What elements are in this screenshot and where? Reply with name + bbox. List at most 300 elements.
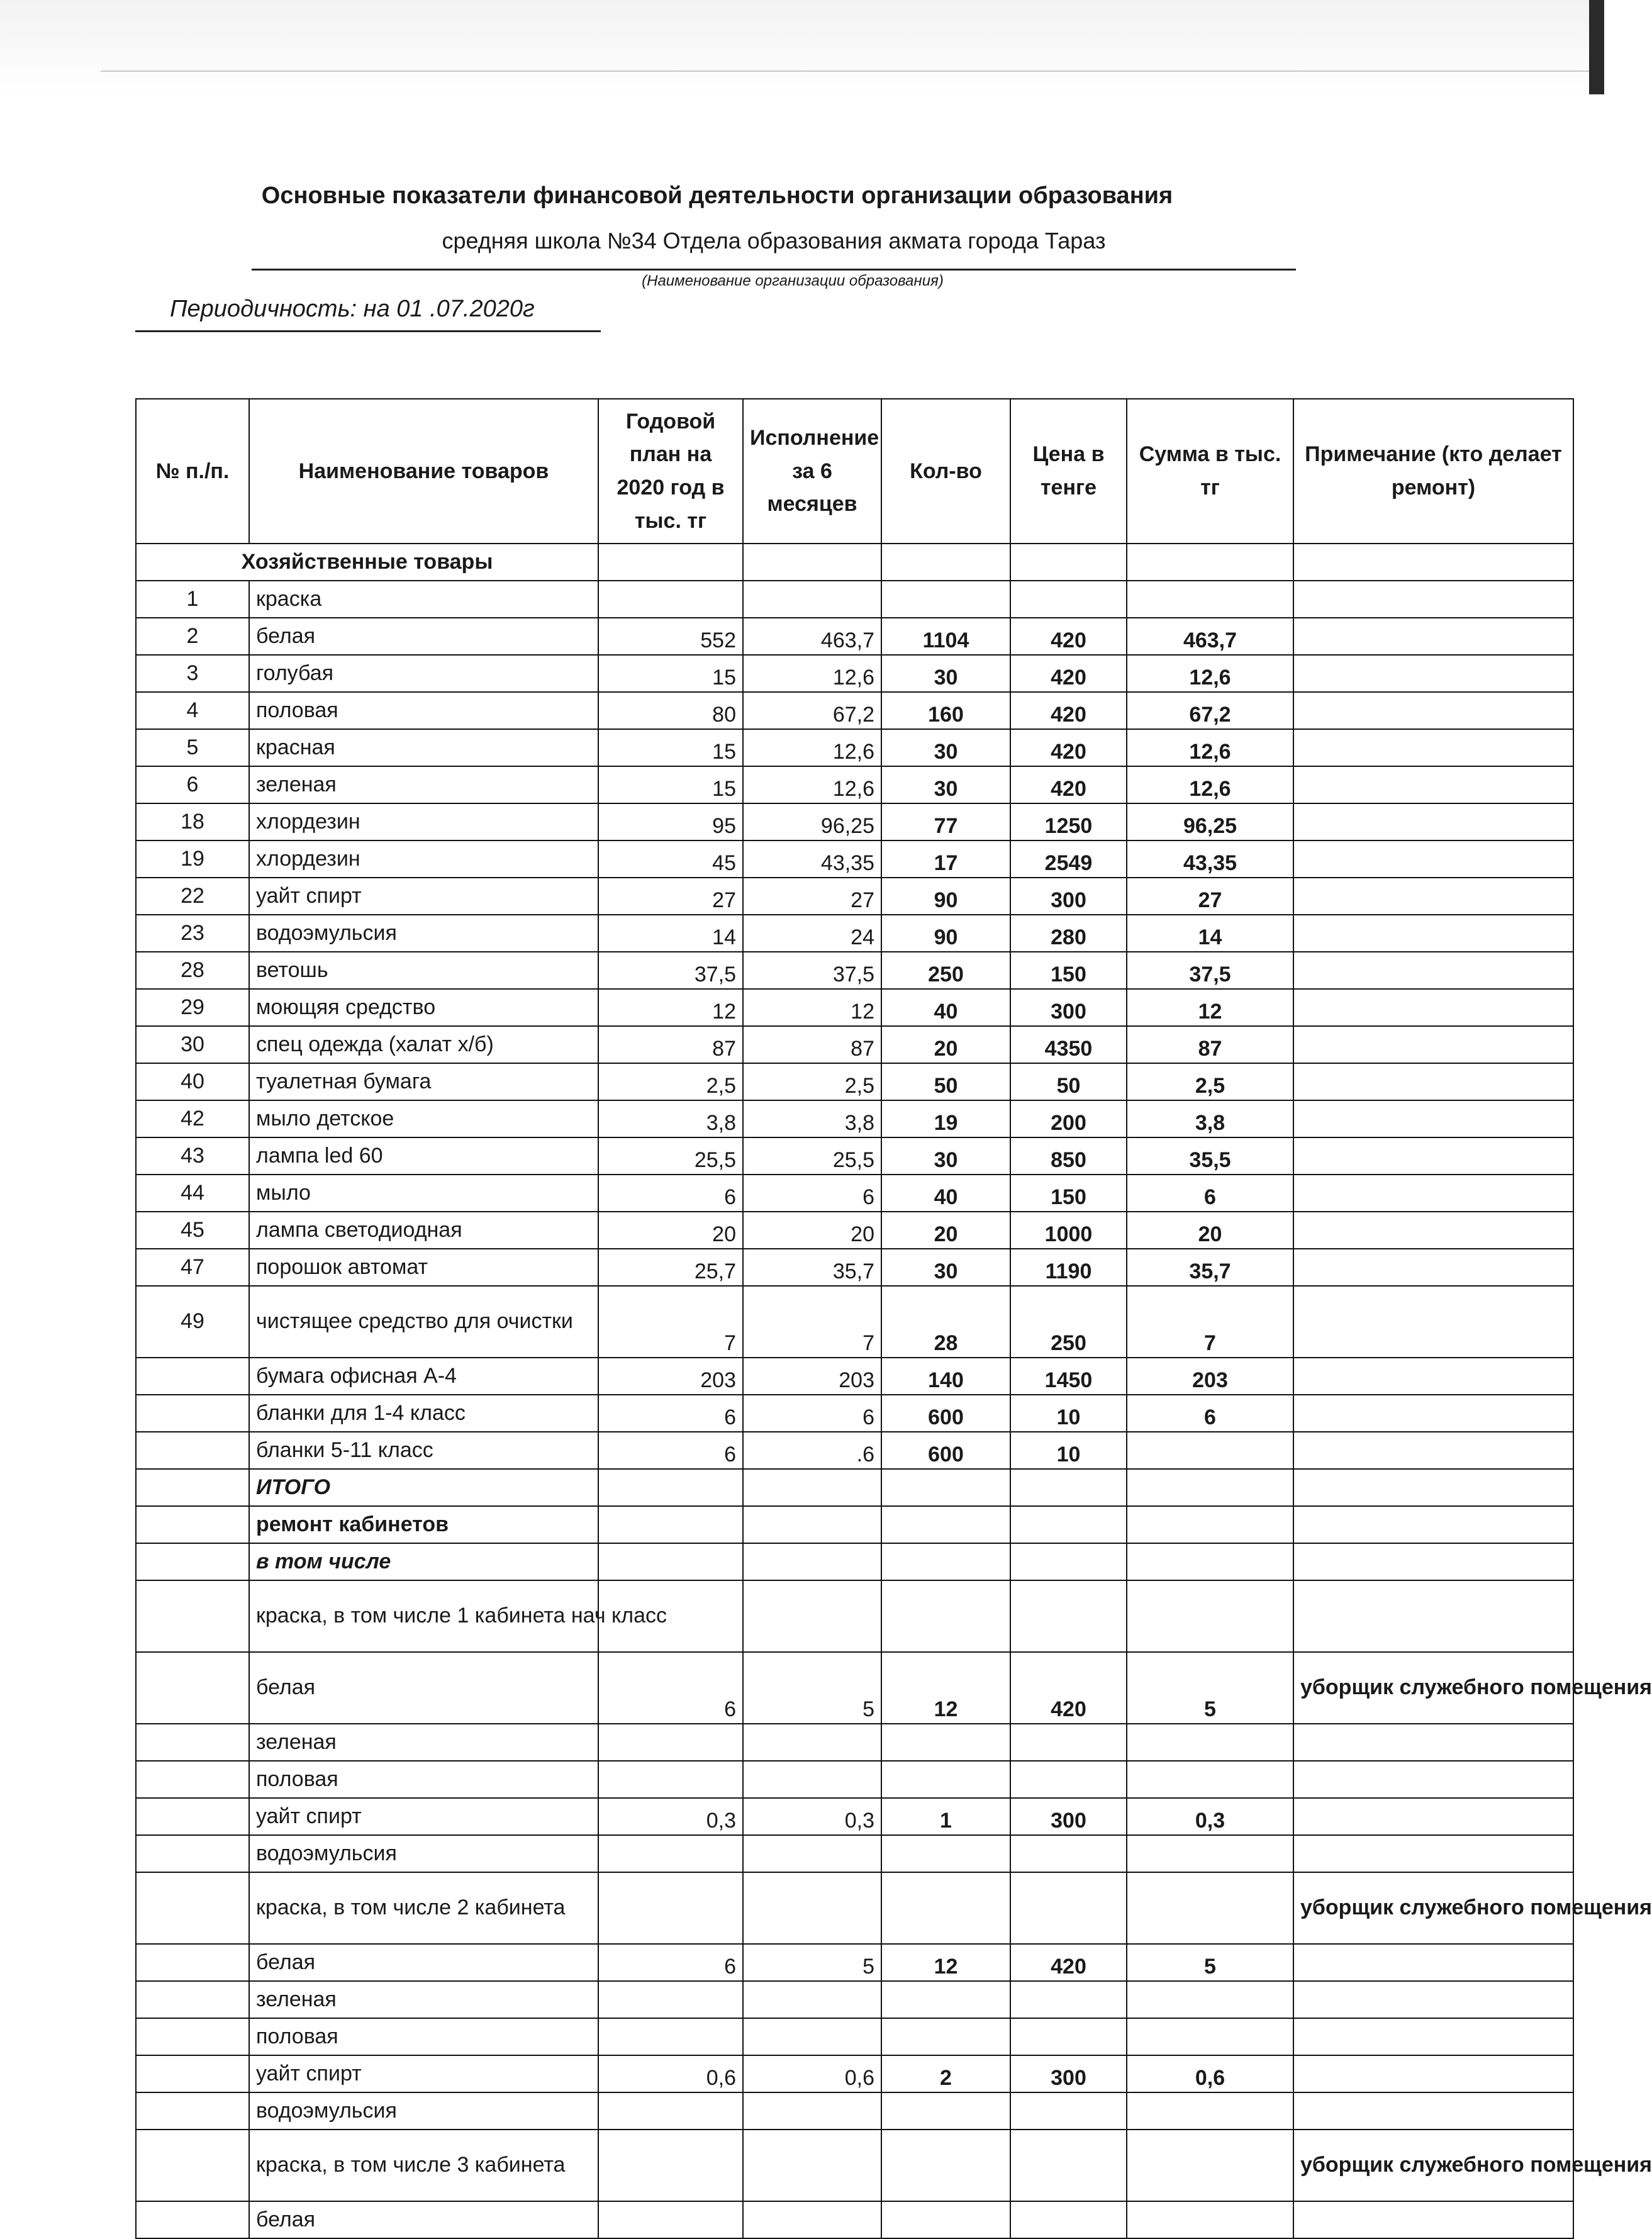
row-number: 1 — [136, 581, 249, 618]
organization-underline — [252, 269, 1296, 271]
row-price — [1010, 1724, 1127, 1761]
row-sum: 20 — [1127, 1212, 1293, 1249]
row-note — [1293, 1761, 1573, 1798]
row-number: 43 — [136, 1137, 249, 1175]
row-plan: 87 — [598, 1026, 743, 1063]
row-number — [136, 1798, 249, 1835]
row-quantity: 250 — [881, 952, 1010, 989]
row-plan — [598, 1981, 743, 2018]
row-price — [1010, 2201, 1127, 2238]
row-name: хлордезин — [249, 803, 598, 840]
row-execution: 463,7 — [743, 618, 881, 655]
row-sum — [1127, 1543, 1293, 1580]
row-note — [1293, 2055, 1573, 2092]
periodicity-underline — [135, 330, 601, 332]
row-sum: 5 — [1127, 1652, 1293, 1724]
row-name: бланки 5-11 класс — [249, 1432, 598, 1469]
row-sum — [1127, 1724, 1293, 1761]
row-name: белая — [249, 618, 598, 655]
row-number — [136, 1469, 249, 1506]
row-execution — [743, 1761, 881, 1798]
table-header-row — [136, 399, 1573, 544]
row-note — [1293, 1798, 1573, 1835]
row-sum: 27 — [1127, 878, 1293, 915]
row-quantity — [881, 581, 1010, 618]
row-name: голубая — [249, 655, 598, 692]
row-price — [1010, 1506, 1127, 1543]
row-name: краска — [249, 581, 598, 618]
row-price: 250 — [1010, 1286, 1127, 1358]
row-note — [1293, 1249, 1573, 1286]
row-name: половая — [249, 2018, 598, 2055]
row-plan: 14 — [598, 915, 743, 952]
row-quantity — [881, 2130, 1010, 2201]
row-number — [136, 2018, 249, 2055]
row-price: 420 — [1010, 1944, 1127, 1981]
row-quantity: 30 — [881, 1249, 1010, 1286]
row-execution — [743, 2201, 881, 2238]
row-quantity: 2 — [881, 2055, 1010, 2092]
row-execution: 37,5 — [743, 952, 881, 989]
row-quantity: 12 — [881, 1944, 1010, 1981]
row-name: уайт спирт — [249, 878, 598, 915]
row-number — [136, 1724, 249, 1761]
row-note — [1293, 1944, 1573, 1981]
row-name: ветошь — [249, 952, 598, 989]
row-name: белая — [249, 2201, 598, 2238]
row-sum: 96,25 — [1127, 803, 1293, 840]
table-row — [136, 840, 1573, 878]
row-number: 2 — [136, 618, 249, 655]
table-row — [136, 1358, 1573, 1395]
row-plan — [598, 1506, 743, 1543]
row-plan: 27 — [598, 878, 743, 915]
row-number: 29 — [136, 989, 249, 1026]
row-note — [1293, 1137, 1573, 1175]
row-plan: 25,5 — [598, 1137, 743, 1175]
scan-dark-edge — [1589, 0, 1604, 94]
row-sum: 12 — [1127, 989, 1293, 1026]
row-sum: 203 — [1127, 1358, 1293, 1395]
row-name: уайт спирт — [249, 2055, 598, 2092]
row-execution: 67,2 — [743, 692, 881, 729]
row-execution: 12,6 — [743, 729, 881, 766]
row-name: краска, в том числе 1 кабинета нач класс — [249, 1580, 598, 1652]
row-execution — [743, 2130, 881, 2201]
col-header-name: Наименование товаров — [249, 399, 598, 544]
row-price: 200 — [1010, 1100, 1127, 1137]
row-plan: 6 — [598, 1175, 743, 1212]
row-price — [1010, 1469, 1127, 1506]
row-price: 150 — [1010, 1175, 1127, 1212]
row-number: 47 — [136, 1249, 249, 1286]
row-name: туалетная бумага — [249, 1063, 598, 1100]
row-price: 300 — [1010, 989, 1127, 1026]
row-name: зеленая — [249, 766, 598, 803]
row-plan: 7 — [598, 1286, 743, 1358]
row-sum: 12,6 — [1127, 655, 1293, 692]
table-row — [136, 1100, 1573, 1137]
row-plan: 95 — [598, 803, 743, 840]
row-name: водоэмульсия — [249, 2092, 598, 2130]
row-name: в том числе — [249, 1543, 598, 1580]
row-quantity — [881, 2201, 1010, 2238]
row-plan — [598, 1872, 743, 1944]
row-price: 1190 — [1010, 1249, 1127, 1286]
row-plan: 12 — [598, 989, 743, 1026]
row-sum: 67,2 — [1127, 692, 1293, 729]
row-name: белая — [249, 1944, 598, 1981]
row-price — [1010, 1580, 1127, 1652]
row-name: моющяя средство — [249, 989, 598, 1026]
row-number: 18 — [136, 803, 249, 840]
row-plan: 0,3 — [598, 1798, 743, 1835]
row-quantity: 90 — [881, 915, 1010, 952]
row-note — [1293, 1724, 1573, 1761]
row-note — [1293, 1395, 1573, 1432]
table-row — [136, 1395, 1573, 1432]
row-price: 420 — [1010, 618, 1127, 655]
row-number — [136, 1543, 249, 1580]
row-name: мыло детское — [249, 1100, 598, 1137]
row-number — [136, 1506, 249, 1543]
row-sum — [1127, 1761, 1293, 1798]
row-price — [1010, 1761, 1127, 1798]
row-name: половая — [249, 1761, 598, 1798]
col-header-note: Примечание (кто делает ремонт) — [1293, 399, 1573, 544]
table-row — [136, 1872, 1573, 1944]
row-sum: 35,7 — [1127, 1249, 1293, 1286]
row-price: 150 — [1010, 952, 1127, 989]
row-execution: 43,35 — [743, 840, 881, 878]
row-plan: 15 — [598, 729, 743, 766]
table-row — [136, 1798, 1573, 1835]
row-quantity — [881, 1543, 1010, 1580]
periodicity-label: Периодичность: на 01 .07.2020г — [170, 296, 535, 322]
col-header-quantity: Кол-во — [881, 399, 1010, 544]
row-sum: 14 — [1127, 915, 1293, 952]
row-plan — [598, 2092, 743, 2130]
row-plan — [598, 1761, 743, 1798]
row-number: 19 — [136, 840, 249, 878]
row-quantity: 50 — [881, 1063, 1010, 1100]
row-note — [1293, 803, 1573, 840]
row-note — [1293, 1506, 1573, 1543]
row-sum: 2,5 — [1127, 1063, 1293, 1100]
row-quantity: 30 — [881, 655, 1010, 692]
row-name: краска, в том числе 2 кабинета — [249, 1872, 598, 1944]
row-sum: 3,8 — [1127, 1100, 1293, 1137]
row-quantity: 28 — [881, 1286, 1010, 1358]
row-number: 30 — [136, 1026, 249, 1063]
table-row — [136, 1286, 1573, 1358]
row-sum — [1127, 1981, 1293, 2018]
section-title: Хозяйственные товары — [136, 544, 598, 581]
table-row — [136, 989, 1573, 1026]
row-note — [1293, 1212, 1573, 1249]
row-note — [1293, 1358, 1573, 1395]
table-row — [136, 1944, 1573, 1981]
table-row — [136, 915, 1573, 952]
table-row — [136, 2201, 1573, 2238]
row-sum: 6 — [1127, 1395, 1293, 1432]
row-price: 10 — [1010, 1432, 1127, 1469]
col-header-sum: Сумма в тыс. тг — [1127, 399, 1293, 544]
row-sum — [1127, 1432, 1293, 1469]
row-execution: 12,6 — [743, 655, 881, 692]
row-plan — [598, 1724, 743, 1761]
row-execution: 27 — [743, 878, 881, 915]
row-execution: 24 — [743, 915, 881, 952]
row-name: чистящее средство для очистки — [249, 1286, 598, 1358]
table-row — [136, 1543, 1573, 1580]
table-row — [136, 1432, 1573, 1469]
row-price — [1010, 2130, 1127, 2201]
row-number: 23 — [136, 915, 249, 952]
row-name: спец одежда (халат х/б) — [249, 1026, 598, 1063]
row-name: хлордезин — [249, 840, 598, 878]
row-name: зеленая — [249, 1981, 598, 2018]
table-row — [136, 618, 1573, 655]
row-quantity — [881, 2018, 1010, 2055]
row-number: 4 — [136, 692, 249, 729]
table-row — [136, 655, 1573, 692]
table-row — [136, 1981, 1573, 2018]
row-plan — [598, 581, 743, 618]
table-row — [136, 2092, 1573, 2130]
row-name: уайт спирт — [249, 1798, 598, 1835]
row-execution — [743, 1580, 881, 1652]
row-quantity — [881, 1469, 1010, 1506]
row-note — [1293, 1100, 1573, 1137]
row-plan: 25,7 — [598, 1249, 743, 1286]
row-price: 2549 — [1010, 840, 1127, 878]
row-plan: 15 — [598, 655, 743, 692]
row-number — [136, 1652, 249, 1724]
row-plan: 20 — [598, 1212, 743, 1249]
table-row — [136, 2018, 1573, 2055]
row-execution — [743, 1872, 881, 1944]
row-name: ремонт кабинетов — [249, 1506, 598, 1543]
row-plan: 3,8 — [598, 1100, 743, 1137]
row-note — [1293, 729, 1573, 766]
row-sum: 6 — [1127, 1175, 1293, 1212]
row-name: красная — [249, 729, 598, 766]
row-execution — [743, 581, 881, 618]
row-number — [136, 1835, 249, 1872]
row-price: 850 — [1010, 1137, 1127, 1175]
row-quantity: 1 — [881, 1798, 1010, 1835]
row-note: уборщик служебного помещения — [1293, 2130, 1573, 2201]
row-execution — [743, 2092, 881, 2130]
row-sum — [1127, 1469, 1293, 1506]
row-note — [1293, 1981, 1573, 2018]
row-note — [1293, 1432, 1573, 1469]
row-number: 5 — [136, 729, 249, 766]
row-note — [1293, 1175, 1573, 1212]
row-execution: 87 — [743, 1026, 881, 1063]
row-name: бланки для 1-4 класс — [249, 1395, 598, 1432]
row-number: 45 — [136, 1212, 249, 1249]
row-name: краска, в том числе 3 кабинета — [249, 2130, 598, 2201]
row-sum — [1127, 1872, 1293, 1944]
row-quantity: 160 — [881, 692, 1010, 729]
financial-table — [135, 398, 1652, 2239]
row-number — [136, 1395, 249, 1432]
row-execution: 6 — [743, 1175, 881, 1212]
row-execution: 6 — [743, 1395, 881, 1432]
row-note — [1293, 2201, 1573, 2238]
row-quantity: 20 — [881, 1212, 1010, 1249]
row-plan: 45 — [598, 840, 743, 878]
section-row — [136, 544, 1573, 581]
row-sum: 463,7 — [1127, 618, 1293, 655]
row-name: белая — [249, 1652, 598, 1724]
row-execution: 5 — [743, 1652, 881, 1724]
row-execution — [743, 2018, 881, 2055]
row-plan: 15 — [598, 766, 743, 803]
row-number: 42 — [136, 1100, 249, 1137]
row-quantity — [881, 1724, 1010, 1761]
row-price — [1010, 1872, 1127, 1944]
organization-caption: (Наименование организации образования) — [642, 272, 944, 289]
row-quantity: 1104 — [881, 618, 1010, 655]
row-quantity — [881, 1981, 1010, 2018]
row-plan — [598, 1469, 743, 1506]
table-row — [136, 1580, 1573, 1652]
row-price: 280 — [1010, 915, 1127, 952]
row-quantity — [881, 2092, 1010, 2130]
row-price: 1000 — [1010, 1212, 1127, 1249]
row-sum: 12,6 — [1127, 729, 1293, 766]
row-quantity: 600 — [881, 1432, 1010, 1469]
row-number — [136, 1944, 249, 1981]
row-note — [1293, 1543, 1573, 1580]
row-sum: 12,6 — [1127, 766, 1293, 803]
table-row — [136, 1249, 1573, 1286]
table-row — [136, 1469, 1573, 1506]
row-name: водоэмульсия — [249, 915, 598, 952]
row-price: 300 — [1010, 1798, 1127, 1835]
row-quantity — [881, 1835, 1010, 1872]
row-quantity: 19 — [881, 1100, 1010, 1137]
row-price: 420 — [1010, 1652, 1127, 1724]
row-plan: 0,6 — [598, 2055, 743, 2092]
row-number: 22 — [136, 878, 249, 915]
col-header-price: Цена в тенге — [1010, 399, 1127, 544]
row-plan: 203 — [598, 1358, 743, 1395]
row-price — [1010, 2092, 1127, 2130]
row-quantity: 77 — [881, 803, 1010, 840]
row-price: 420 — [1010, 692, 1127, 729]
row-quantity: 90 — [881, 878, 1010, 915]
row-quantity: 600 — [881, 1395, 1010, 1432]
row-note — [1293, 692, 1573, 729]
row-name: мыло — [249, 1175, 598, 1212]
row-number — [136, 2130, 249, 2201]
row-note — [1293, 878, 1573, 915]
row-number — [136, 2201, 249, 2238]
scan-top-edge — [0, 0, 1604, 94]
row-plan: 37,5 — [598, 952, 743, 989]
row-price — [1010, 1543, 1127, 1580]
row-execution: 2,5 — [743, 1063, 881, 1100]
row-quantity: 30 — [881, 1137, 1010, 1175]
row-plan: 6 — [598, 1395, 743, 1432]
row-plan: 6 — [598, 1944, 743, 1981]
row-name: ИТОГО — [249, 1469, 598, 1506]
table-row — [136, 729, 1573, 766]
document-title: Основные показатели финансовой деятельности организации образования — [261, 182, 1173, 209]
row-execution — [743, 1981, 881, 2018]
row-execution: 12,6 — [743, 766, 881, 803]
table-row — [136, 1506, 1573, 1543]
row-name: порошок автомат — [249, 1249, 598, 1286]
row-price: 50 — [1010, 1063, 1127, 1100]
row-name: водоэмульсия — [249, 1835, 598, 1872]
row-execution: 3,8 — [743, 1100, 881, 1137]
row-sum: 87 — [1127, 1026, 1293, 1063]
row-quantity: 140 — [881, 1358, 1010, 1395]
row-execution: 20 — [743, 1212, 881, 1249]
row-note — [1293, 2092, 1573, 2130]
row-name: бумага офисная А-4 — [249, 1358, 598, 1395]
row-sum: 43,35 — [1127, 840, 1293, 878]
scan-artifact-line — [101, 70, 1604, 72]
row-plan — [598, 1835, 743, 1872]
row-price: 10 — [1010, 1395, 1127, 1432]
row-execution — [743, 1506, 881, 1543]
row-sum: 7 — [1127, 1286, 1293, 1358]
col-header-number: № п./п. — [136, 399, 249, 544]
row-price: 1450 — [1010, 1358, 1127, 1395]
row-execution: 12 — [743, 989, 881, 1026]
row-price: 300 — [1010, 2055, 1127, 2092]
row-number — [136, 1872, 249, 1944]
table-row — [136, 803, 1573, 840]
row-sum — [1127, 581, 1293, 618]
row-plan: 2,5 — [598, 1063, 743, 1100]
row-number — [136, 1580, 249, 1652]
row-execution: 35,7 — [743, 1249, 881, 1286]
row-note — [1293, 1469, 1573, 1506]
row-quantity: 20 — [881, 1026, 1010, 1063]
table-row — [136, 2130, 1573, 2201]
row-number — [136, 1981, 249, 2018]
row-number — [136, 1432, 249, 1469]
row-price: 1250 — [1010, 803, 1127, 840]
table-row — [136, 1761, 1573, 1798]
col-header-plan: Годовой план на 2020 год в тыс. тг — [598, 399, 743, 544]
row-quantity — [881, 1872, 1010, 1944]
table-row — [136, 1026, 1573, 1063]
row-name: половая — [249, 692, 598, 729]
row-sum — [1127, 2092, 1293, 2130]
row-note — [1293, 1063, 1573, 1100]
table-row — [136, 766, 1573, 803]
row-plan — [598, 2018, 743, 2055]
row-sum: 35,5 — [1127, 1137, 1293, 1175]
row-note — [1293, 989, 1573, 1026]
row-plan: 6 — [598, 1652, 743, 1724]
row-execution — [743, 1469, 881, 1506]
row-execution: 203 — [743, 1358, 881, 1395]
row-note — [1293, 655, 1573, 692]
row-sum: 5 — [1127, 1944, 1293, 1981]
row-plan: 6 — [598, 1432, 743, 1469]
row-execution: 5 — [743, 1944, 881, 1981]
row-note — [1293, 1580, 1573, 1652]
